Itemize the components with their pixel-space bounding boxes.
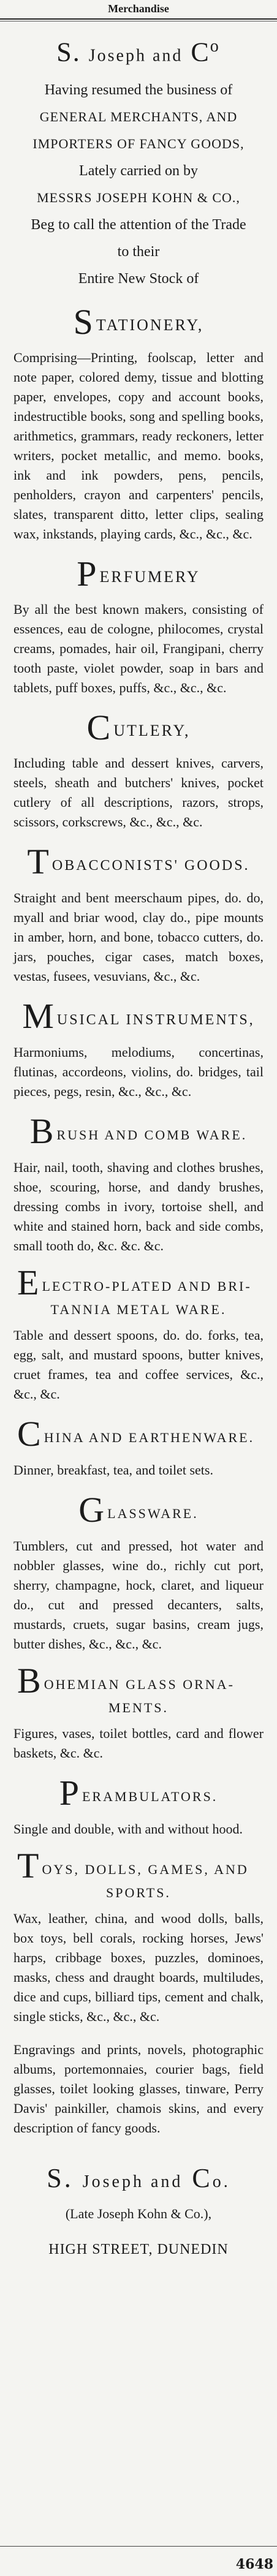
section-cutlery: [13, 707, 264, 832]
section-body-engravings: Engravings and prints, novels, photographic albums, portemonnaies, courier bags, field glasses, toilet looking glasses, tinware, Perry Davis' painkiller, chamois skins, and every description of fancy goods.: [13, 2041, 264, 2136]
section-body-perfumery: By all the best known makers, consisting of essences, eau de cologne, philocomes, crystal creams, pomades, hair oil, Frangipani, cherry tooth paste, violet powder, soap in bars and tablets, puff boxes, puffs, &c., &c., &c.: [13, 601, 264, 695]
section-title-toys: [13, 1845, 264, 1886]
top-divider: [0, 18, 277, 20]
section-title-bohemian-line2: MENTS.: [108, 1699, 169, 1715]
section-glassware: [13, 1489, 264, 1654]
section-brush: [13, 1111, 264, 1256]
title-rest: RUSH AND COMB WARE.: [56, 1127, 248, 1143]
section-body-perambulators: Single and double, with and without hood.: [13, 1821, 243, 1837]
drop-cap: E: [17, 1262, 41, 1302]
section-title-brush: [13, 1111, 264, 1152]
section-body-toys: Wax, leather, china, and wood dolls, balls, box toys, bell corals, rocking horses, Jews' harps, cribbage boxes, puzzles, dominoes, masks, chess and draught boards, multiludes, dice and cups, billiard tips, cement and chalk, single sticks, &c., &c., &c.: [13, 1910, 264, 2024]
intro-line-8: Entire New Stock of: [78, 270, 199, 287]
section-perambulators: [13, 1772, 264, 1839]
drop-cap: B: [17, 1660, 43, 1701]
section-body-bohemian: Figures, vases, toilet bottles, card and flower baskets, &c. &c.: [13, 1725, 264, 1761]
section-perfumery: [13, 553, 264, 698]
title-rest: OBACCONISTS' GOODS.: [51, 857, 250, 874]
drop-cap: T: [27, 841, 51, 882]
intro-line-2: GENERAL MERCHANTS, AND: [39, 108, 238, 124]
intro-line-7: to their: [117, 243, 160, 260]
title-rest: TATIONERY,: [96, 315, 204, 334]
section-title-electro: [13, 1262, 264, 1302]
closing-co-initial: C: [192, 2162, 213, 2193]
section-body-musical: Harmoniums, melodiums, concertinas, flutinas, accordeons, violins, do. bridges, tail pieces, pegs, resin, &c., &c., &c.: [13, 1044, 264, 1099]
drop-cap: P: [77, 553, 99, 594]
title-rest: ERAMBULATORS.: [82, 1788, 218, 1804]
intro-line-3: IMPORTERS OF FANCY GOODS,: [32, 135, 245, 151]
drop-cap: G: [78, 1489, 107, 1530]
title-rest: ERFUMERY: [99, 567, 200, 586]
category-header: Merchandise: [108, 2, 169, 15]
drop-cap: B: [29, 1111, 56, 1151]
section-china: [13, 1413, 264, 1480]
title-rest: LASSWARE.: [107, 1505, 199, 1521]
title-rest: HINA AND EARTHENWARE.: [44, 1429, 255, 1445]
closing-initial: S.: [47, 2162, 74, 2193]
section-body-stationery: Comprising—Printing, foolscap, letter and note paper, colored demy, tissue and blotting paper, envelopes, copy and account books, indestructible books, song and spelling books, arithmetics, grammars, ready reckoners, letter writers, pocket metallic, and memo. books, ink and ink powders, pens, pencils, penholders, crayon and carpenters' pencils, slates, transparent ditto, letter clips, sealing wax, inkstands, playing cards, &c., &c., &c.: [13, 349, 264, 542]
drop-cap: M: [22, 995, 56, 1036]
bottom-divider: [0, 2546, 277, 2547]
intro-line-6: Beg to call the attention of the Trade: [31, 216, 246, 233]
section-title-perambulators: [13, 1772, 264, 1813]
section-title-glassware: [13, 1489, 264, 1530]
firm-name-rest: Joseph and: [88, 46, 183, 66]
title-rest: UTLERY,: [113, 721, 191, 739]
closing-firm-name: [13, 2162, 264, 2194]
section-title-china: [13, 1413, 264, 1454]
section-title-musical: [13, 995, 264, 1037]
section-title-cutlery: [13, 707, 264, 747]
section-bohemian: [13, 1660, 264, 1763]
drop-cap: S: [73, 301, 95, 342]
section-engravings: [13, 2040, 264, 2138]
section-title-stationery: [13, 301, 264, 342]
title-rest: USICAL INSTRUMENTS,: [56, 1011, 255, 1028]
section-title-toys-line2: SPORTS.: [106, 1884, 171, 1900]
section-body-brush: Hair, nail, tooth, shaving and clothes brushes, shoe, scouring, horse, and dandy brushes, dressing combs in ivory, tortoise shell, and white and stained horn, back and side combs, small tooth do, &c. &c. &c.: [13, 1159, 264, 1253]
title-rest-line1: OYS, DOLLS, GAMES, AND: [42, 1861, 249, 1877]
title-rest-line1: OHEMIAN GLASS ORNA-: [44, 1676, 235, 1692]
section-stationery: [13, 301, 264, 544]
closing-name-rest: Joseph and: [82, 2172, 183, 2191]
firm-co-rest: o: [210, 37, 221, 56]
closing-co-rest: o.: [212, 2172, 230, 2191]
firm-initial: S.: [56, 37, 81, 67]
section-electro: [13, 1262, 264, 1404]
section-title-perfumery: [13, 553, 264, 594]
closing-late-line: (Late Joseph Kohn & Co.),: [65, 2205, 212, 2221]
firm-co-initial: C: [191, 37, 210, 67]
firm-name-heading: [13, 30, 264, 73]
intro-line-5: MESSRS JOSEPH KOHN & CO.,: [37, 189, 240, 205]
section-title-bohemian: [13, 1660, 264, 1701]
drop-cap: C: [86, 707, 113, 747]
intro-line-1: Having resumed the business of: [44, 81, 233, 98]
section-body-china: Dinner, breakfast, tea, and toilet sets.: [13, 1462, 213, 1478]
section-body-electro: Table and dessert spoons, do. do. forks, tea, egg, salt, and mustard spoons, butter knives, cruet frames, tea and coffee services, &c., &c., &c.: [13, 1327, 264, 1402]
section-body-cutlery: Including table and dessert knives, carvers, steels, sheath and butchers' knives, pocket cutlery of all descriptions, razors, strops, scissors, corkscrews, &c., &c., &c.: [13, 755, 264, 829]
closing-street: HIGH STREET, DUNEDIN: [48, 2241, 229, 2257]
title-rest-line1: LECTRO-PLATED AND BRI-: [42, 1278, 252, 1294]
section-tobacconists: [13, 841, 264, 986]
section-body-tobacconists: Straight and bent meerschaum pipes, do. do, myall and briar wood, clay do., pipe mounts in amber, horn, and bone, tobacco cutters, do. jars, pouches, cigar cases, match boxes, vestas, fusees, vesuvians, &c., &c.: [13, 890, 264, 984]
intro-line-4: Lately carried on by: [79, 162, 198, 179]
section-body-glassware: Tumblers, cut and pressed, hot water and nobbler glasses, wine do., richly cut port, sherry, champagne, hock, claret, and liqueur do., cut and pressed decanters, salts, mustards, cruets, sugar basins, cream jugs, butter dishes, &c., &c., &c.: [13, 1538, 264, 1652]
drop-cap: T: [17, 1845, 41, 1886]
section-title-electro-line2: TANNIA METAL WARE.: [50, 1301, 227, 1317]
section-title-tobacconists: [13, 841, 264, 882]
reference-number: 4648: [235, 2556, 273, 2572]
drop-cap: P: [59, 1772, 81, 1813]
section-toys: [13, 1845, 264, 2026]
drop-cap: C: [17, 1413, 43, 1454]
section-musical: [13, 995, 264, 1101]
